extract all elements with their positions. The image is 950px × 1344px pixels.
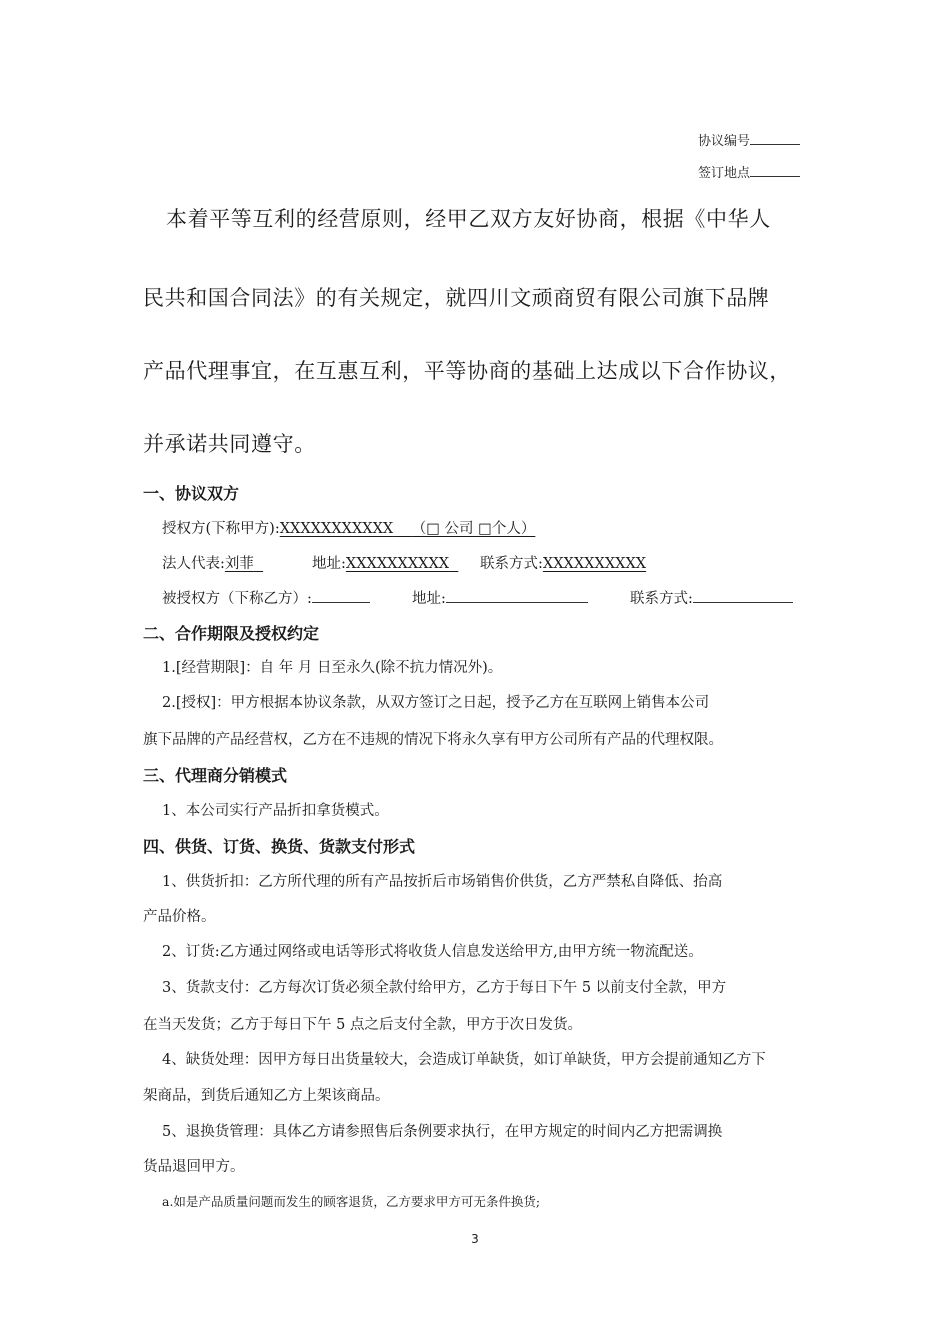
grantee-contact-label: 联系方式: xyxy=(630,591,693,607)
grantee-line xyxy=(162,587,370,608)
payment-clause-line-1: 3、货款支付：乙方每次订货必须全款付给甲方，乙方于每日下午 5 以前支付全款，甲方 xyxy=(162,980,727,996)
returns-clause-line-2: 货品退回甲方。 xyxy=(143,1159,245,1175)
grantor-type: （□ 公司 □个人） xyxy=(411,521,536,537)
legal-rep-value: 刘菲 xyxy=(224,556,254,572)
term-clause: 1.[经营期限]：自 年 月 日至永久(除不抗力情况外)。 xyxy=(162,660,503,676)
authorization-clause-line-1: 2.[授权]：甲方根据本协议条款，从双方签订之日起，授予乙方在互联网上销售本公司 xyxy=(162,695,710,711)
grantee-label: 被授权方（下称乙方）: xyxy=(162,591,312,607)
section-4-title: 四、供货、订货、换货、货款支付形式 xyxy=(143,837,416,856)
grantee-address xyxy=(412,587,588,608)
section-2-title: 二、合作期限及授权约定 xyxy=(143,624,320,643)
grantor-address-value: XXXXXXXXXX xyxy=(345,556,450,572)
grantor-contact-label: 联系方式: xyxy=(480,556,543,572)
grantee-address-label: 地址: xyxy=(412,591,446,607)
authorization-clause-line-2: 旗下品牌的产品经营权，乙方在不违规的情况下将永久享有甲方公司所有产品的代理权限。 xyxy=(143,732,723,748)
section-3-title: 三、代理商分销模式 xyxy=(143,766,288,785)
grantee-contact xyxy=(630,587,793,608)
stockout-clause-line-1: 4、缺货处理：因甲方每日出货量较大，会造成订单缺货，如订单缺货，甲方会提前通知乙方下 xyxy=(162,1052,766,1068)
agreement-number-line xyxy=(698,130,800,149)
intro-line-3: 产品代理事宜，在互惠互利，平等协商的基础上达成以下合作协议， xyxy=(143,359,791,383)
agreement-number-label: 协议编号 xyxy=(698,134,751,149)
sign-place-blank xyxy=(750,164,800,177)
payment-clause-line-2: 在当天发货；乙方于每日下午 5 点之后支付全款，甲方于次日发货。 xyxy=(143,1017,582,1033)
returns-subclause-a: a.如是产品质量问题而发生的顾客退货，乙方要求甲方可无条件换货; xyxy=(162,1194,541,1209)
legal-rep-label: 法人代表: xyxy=(162,556,225,572)
grantor-value: XXXXXXXXXXX （□ 公司 □个人） xyxy=(279,521,536,537)
intro-line-2: 民共和国合同法》的有关规定，就四川文顽商贸有限公司旗下品牌 xyxy=(143,286,770,310)
stockout-clause-line-2: 架商品，到货后通知乙方上架该商品。 xyxy=(143,1088,390,1104)
agreement-number-blank xyxy=(750,132,800,145)
intro-line-4: 并承诺共同遵守。 xyxy=(143,432,316,456)
supply-discount-line-2: 产品价格。 xyxy=(143,909,216,925)
sign-place-label: 签订地点 xyxy=(698,166,751,181)
grantor-contact xyxy=(480,552,646,573)
supply-discount-line-1: 1、供货折扣：乙方所代理的所有产品按折后市场销售价供货，乙方严禁私自降低、抬高 xyxy=(162,874,723,890)
ordering-clause: 2、订货:乙方通过网络或电话等形式将收货人信息发送给甲方,由甲方统一物流配送。 xyxy=(162,944,703,960)
grantor-address xyxy=(312,552,458,573)
intro-line-1: 本着平等互利的经营原则，经甲乙双方友好协商，根据《中华人 xyxy=(166,207,771,231)
grantor-label: 授权方(下称甲方): xyxy=(162,521,280,537)
grantee-blank xyxy=(312,590,370,603)
sign-place-line xyxy=(698,162,800,181)
returns-clause-line-1: 5、退换货管理：具体乙方请参照售后条例要求执行，在甲方规定的时间内乙方把需调换 xyxy=(162,1124,723,1140)
page-number: 3 xyxy=(471,1232,479,1246)
grantor-address-label: 地址: xyxy=(312,556,346,572)
grantor-contact-value: XXXXXXXXXX xyxy=(542,556,647,572)
grantee-address-blank xyxy=(446,590,588,603)
legal-rep-line xyxy=(162,552,263,573)
distribution-clause: 1、本公司实行产品折扣拿货模式。 xyxy=(162,803,389,819)
grantee-contact-blank xyxy=(693,590,793,603)
grantor-line xyxy=(162,517,535,538)
section-1-title: 一、协议双方 xyxy=(143,484,240,503)
